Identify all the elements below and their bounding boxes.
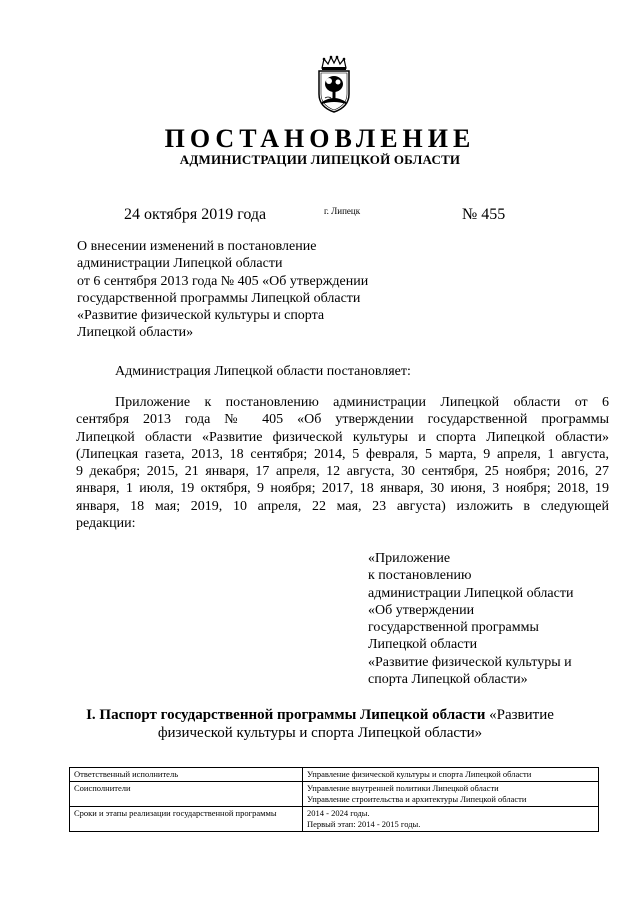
table-cell-value-line: 2014 - 2024 годы. (307, 808, 370, 818)
table-cell-value (303, 807, 599, 832)
table-row (70, 807, 599, 832)
table-cell-label: Соисполнители (70, 782, 303, 807)
body-line: редакции: (76, 516, 136, 532)
document-title: ПОСТАНОВЛЕНИЕ (164, 124, 476, 153)
table-cell-label: Сроки и этапы реализации государственной программы (70, 807, 303, 832)
subject-line: О внесении изменений в постановление (77, 239, 317, 254)
appendix-line: администрации Липецкой области (368, 585, 574, 601)
table-cell-label: Ответственный исполнитель (70, 768, 303, 782)
body-line: Приложение к постановлению администрации Липецкой области от 6 (115, 395, 609, 410)
subject-line: Липецкой области» (77, 325, 194, 341)
subject-line: государственной программы Липецкой области (77, 290, 361, 306)
document-city: г. Липецк (324, 206, 361, 216)
appendix-line: «Об утверждении (368, 602, 475, 618)
document-number: № 455 (462, 206, 506, 223)
body-line: 9 декабря; 2015, 21 января, 17 апреля, 12 августа, 30 сентября, 25 ноября; 2016, 27 (76, 464, 609, 480)
table-cell-value-line: Управление внутренней политики Липецкой области (307, 783, 499, 793)
subject-line: от 6 сентября 2013 года № 405 «Об утверждении (77, 273, 369, 289)
table-cell-value (303, 768, 599, 782)
section-title-rest: «Развитие (485, 707, 554, 723)
document-date: 24 октября 2019 года (124, 206, 267, 223)
appendix-line: «Развитие физической культуры и (368, 654, 572, 670)
table-cell-value-line: Первый этап: 2014 - 2015 годы. (307, 819, 421, 829)
appendix-reference (368, 550, 608, 688)
table-row (70, 768, 599, 782)
subject-line: «Развитие физической культуры и спорта (77, 308, 325, 324)
document-subtitle: АДМИНИСТРАЦИИ ЛИПЕЦКОЙ ОБЛАСТИ (179, 152, 461, 167)
table-row (70, 782, 599, 807)
appendix-line: государственной программы (368, 620, 539, 636)
body-line: (Липецкая газета, 2013, 18 сентября; 2014, 5 февраля, 5 марта, 9 апреля, 1 августа, (76, 446, 609, 462)
appendix-line: Липецкой области (368, 637, 478, 653)
table-cell-value-line: Управление физической культуры и спорта Липецкой области (307, 769, 532, 779)
body-line: января, 1 июля, 19 октября, 9 ноября; 2017, 18 января, 30 июня, 3 ноября; 2018, 19 (76, 481, 609, 497)
passport-table (69, 767, 599, 832)
subject-line: администрации Липецкой области (77, 256, 283, 272)
section-heading (0, 706, 640, 742)
section-title-bold: I. Паспорт государственной программы Липецкой области (86, 707, 486, 723)
coat-of-arms-icon (312, 54, 356, 114)
appendix-line: «Приложение (368, 551, 451, 566)
decree-statement: Администрация Липецкой области постановляет: (115, 364, 411, 379)
table-cell-value (303, 782, 599, 807)
appendix-line: спорта Липецкой области» (368, 672, 528, 688)
body-line: сентября 2013 года № 405 «Об утверждении государственной программы (76, 412, 609, 428)
body-line: Липецкой области «Развитие физической культуры и спорта Липецкой области» (76, 429, 609, 445)
appendix-line: к постановлению (368, 568, 472, 584)
body-paragraph (76, 394, 609, 532)
table-cell-value-line: Управление строительства и архитектуры Липецкой области (307, 794, 527, 804)
document-subject (77, 238, 437, 342)
body-line: января, 18 мая; 2019, 10 апреля, 22 мая, 23 августа) изложить в следующей (76, 498, 609, 514)
section-title-line-2: физической культуры и спорта Липецкой области» (157, 725, 483, 741)
